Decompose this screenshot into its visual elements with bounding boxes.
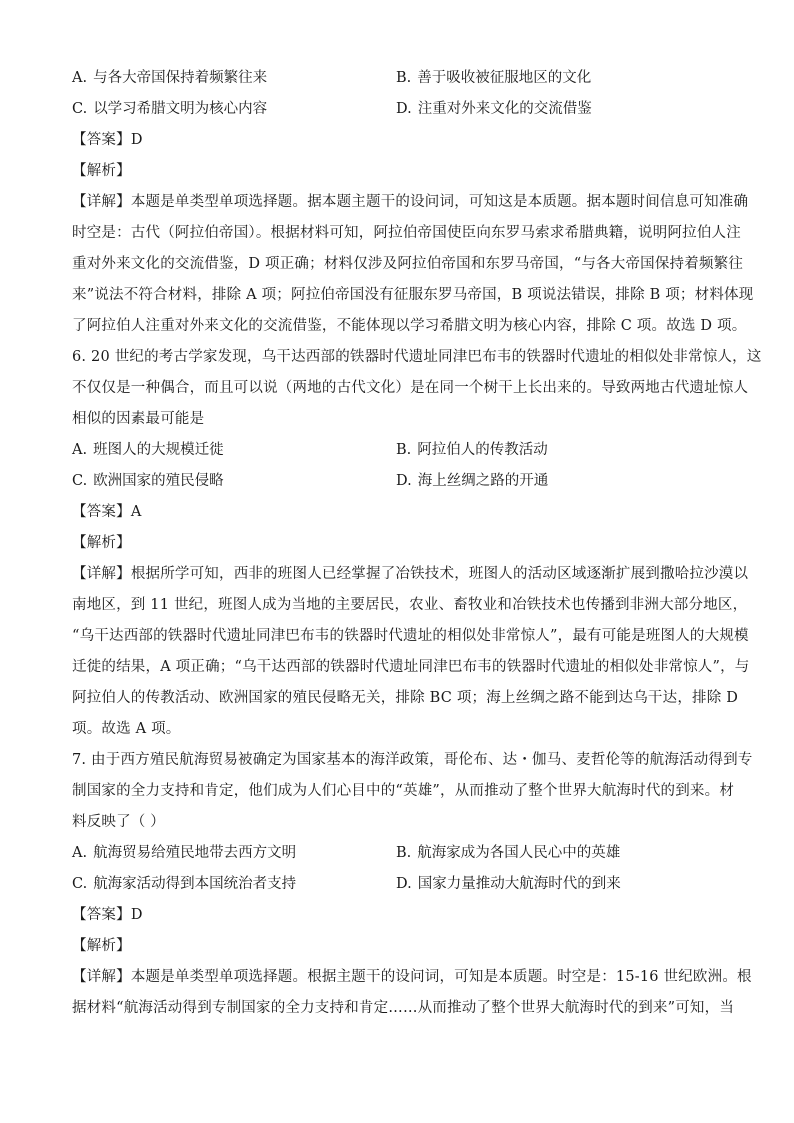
detail-label: 【详解】 <box>72 969 131 985</box>
option-text: 阿拉伯人的传教活动 <box>417 442 548 458</box>
answer-label: 【答案】 <box>72 504 131 520</box>
q7-option-c[interactable] <box>72 869 396 900</box>
option-text: 海上丝绸之路的开通 <box>417 473 549 489</box>
q7-answer <box>72 900 722 931</box>
option-letter: B. <box>396 845 412 861</box>
option-text: 善于吸收被征服地区的文化 <box>417 70 592 86</box>
q7-analysis-label: 【解析】 <box>72 938 131 954</box>
q5-answer <box>72 125 722 156</box>
q7-stem-line-3: 料反映了（ ） <box>72 814 166 830</box>
q6-stem-line-1: 6. 20 世纪的考古学家发现，乌干达西部的铁器时代遗址同津巴布韦的铁器时代遗址的相似处非常惊人，这 <box>72 349 762 365</box>
option-text: 航海家成为各国人民心中的英雄 <box>417 845 621 861</box>
q5-detail-line-5: 了阿拉伯人注重对外来文化的交流借鉴，不能体现以学习希腊文明为核心内容，排除 C 项。故选 D 项。 <box>72 318 747 334</box>
detail-label: 【详解】 <box>72 566 131 582</box>
q5-analysis-label: 【解析】 <box>72 163 131 179</box>
q7-options-row-1 <box>72 838 722 869</box>
q6-detail-line-3: “乌干达西部的铁器时代遗址同津巴布韦的铁器时代遗址的相似处非常惊人”，最有可能是班图人的大规模 <box>72 628 749 644</box>
detail-label: 【详解】 <box>72 194 131 210</box>
option-letter: A. <box>72 845 88 861</box>
q5-options-row-2 <box>72 94 722 125</box>
q7-detail-line-2: 据材料“航海活动得到专制国家的全力支持和肯定……从而推动了整个世界大航海时代的到来”可知，当 <box>72 1000 735 1016</box>
q7-option-b[interactable] <box>396 838 720 869</box>
option-letter: A. <box>72 442 88 458</box>
option-text: 以学习希腊文明为核心内容 <box>93 101 268 117</box>
q7-options-row-2 <box>72 869 722 900</box>
q6-analysis-label: 【解析】 <box>72 535 131 551</box>
option-text: 注重对外来文化的交流借鉴 <box>417 101 592 117</box>
q6-detail-line-5: 阿拉伯人的传教活动、欧洲国家的殖民侵略无关，排除 BC 项；海上丝绸之路不能到达乌干达，排除 D <box>72 690 739 706</box>
option-text: 国家力量推动大航海时代的到来 <box>417 876 621 892</box>
q5-options-row-1 <box>72 63 722 94</box>
q7-stem-line-1: 7. 由于西方殖民航海贸易被确定为国家基本的海洋政策，哥伦布、达・伽马、麦哲伦等的航海活动得到专 <box>72 752 753 768</box>
q6-stem-line-3: 相似的因素最可能是 <box>72 411 205 427</box>
detail-text: 本题是单类型单项选择题。据本题主题干的设问词，可知这是本质题。据本题时间信息可知准确 <box>130 194 749 210</box>
answer-label: 【答案】 <box>72 132 131 148</box>
q5-detail-line-1 <box>72 187 749 218</box>
detail-text: 根据所学可知，西非的班图人已经掌握了冶铁技术，班图人的活动区域逐渐扩展到撒哈拉沙漠以 <box>130 566 749 582</box>
answer-value: A <box>130 504 142 520</box>
answer-label: 【答案】 <box>72 907 131 923</box>
q7-stem-line-2: 制国家的全力支持和肯定，他们成为人们心目中的“英雄”，从而推动了整个世界大航海时代的到来。材 <box>72 783 735 799</box>
option-text: 与各大帝国保持着频繁往来 <box>93 70 268 86</box>
q6-answer <box>72 497 722 528</box>
option-letter: A. <box>72 70 88 86</box>
q5-option-a[interactable] <box>72 63 396 94</box>
q6-option-a[interactable] <box>72 435 396 466</box>
option-letter: D. <box>396 101 412 117</box>
q7-option-a[interactable] <box>72 838 396 869</box>
option-text: 欧洲国家的殖民侵略 <box>93 473 224 489</box>
answer-value: D <box>130 132 143 148</box>
q5-detail-line-4: 来”说法不符合材料，排除 A 项；阿拉伯帝国没有征服东罗马帝国，B 项说法错误，排除 B 项；材料体现 <box>72 287 754 303</box>
q7-detail-line-1 <box>72 962 752 993</box>
option-letter: C. <box>72 876 88 892</box>
option-letter: B. <box>396 70 412 86</box>
q6-detail-line-2: 南地区，到 11 世纪，班图人成为当地的主要居民，农业、畜牧业和冶铁技术也传播到非洲大部分地区， <box>72 597 748 613</box>
q6-stem-line-2: 不仅仅是一种偶合，而且可以说（两地的古代文化）是在同一个树干上长出来的。导致两地古代遗址惊人 <box>72 380 749 396</box>
detail-text: 本题是单类型单项选择题。根据主题干的设问词，可知是本质题。时空是：15-16 世纪欧洲。根 <box>130 969 752 985</box>
option-text: 班图人的大规模迁徙 <box>93 442 224 458</box>
option-letter: B. <box>396 442 412 458</box>
option-letter: D. <box>396 473 412 489</box>
q5-detail-line-2: 时空是：古代（阿拉伯帝国）。根据材料可知，阿拉伯帝国使臣向东罗马索求希腊典籍，说明阿拉伯人注 <box>72 225 741 241</box>
q6-detail-line-1 <box>72 559 749 590</box>
document-page <box>72 63 762 1024</box>
option-letter: C. <box>72 101 88 117</box>
q6-option-b[interactable] <box>396 435 720 466</box>
q7-option-d[interactable] <box>396 869 720 900</box>
q6-options-row-1 <box>72 435 722 466</box>
q5-option-b[interactable] <box>396 63 720 94</box>
q6-option-c[interactable] <box>72 466 396 497</box>
option-letter: D. <box>396 876 412 892</box>
option-text: 航海贸易给殖民地带去西方文明 <box>93 845 297 861</box>
q6-detail-line-4: 迁徙的结果，A 项正确；“乌干达西部的铁器时代遗址同津巴布韦的铁器时代遗址的相似处非常惊人”，与 <box>72 659 750 675</box>
q6-option-d[interactable] <box>396 466 720 497</box>
q5-detail-line-3: 重对外来文化的交流借鉴，D 项正确；材料仅涉及阿拉伯帝国和东罗马帝国，“与各大帝国保持着频繁往 <box>72 256 744 272</box>
q6-detail-line-6: 项。故选 A 项。 <box>72 721 181 737</box>
answer-value: D <box>130 907 143 923</box>
q6-options-row-2 <box>72 466 722 497</box>
option-letter: C. <box>72 473 88 489</box>
option-text: 航海家活动得到本国统治者支持 <box>93 876 297 892</box>
q5-option-d[interactable] <box>396 94 720 125</box>
q5-option-c[interactable] <box>72 94 396 125</box>
